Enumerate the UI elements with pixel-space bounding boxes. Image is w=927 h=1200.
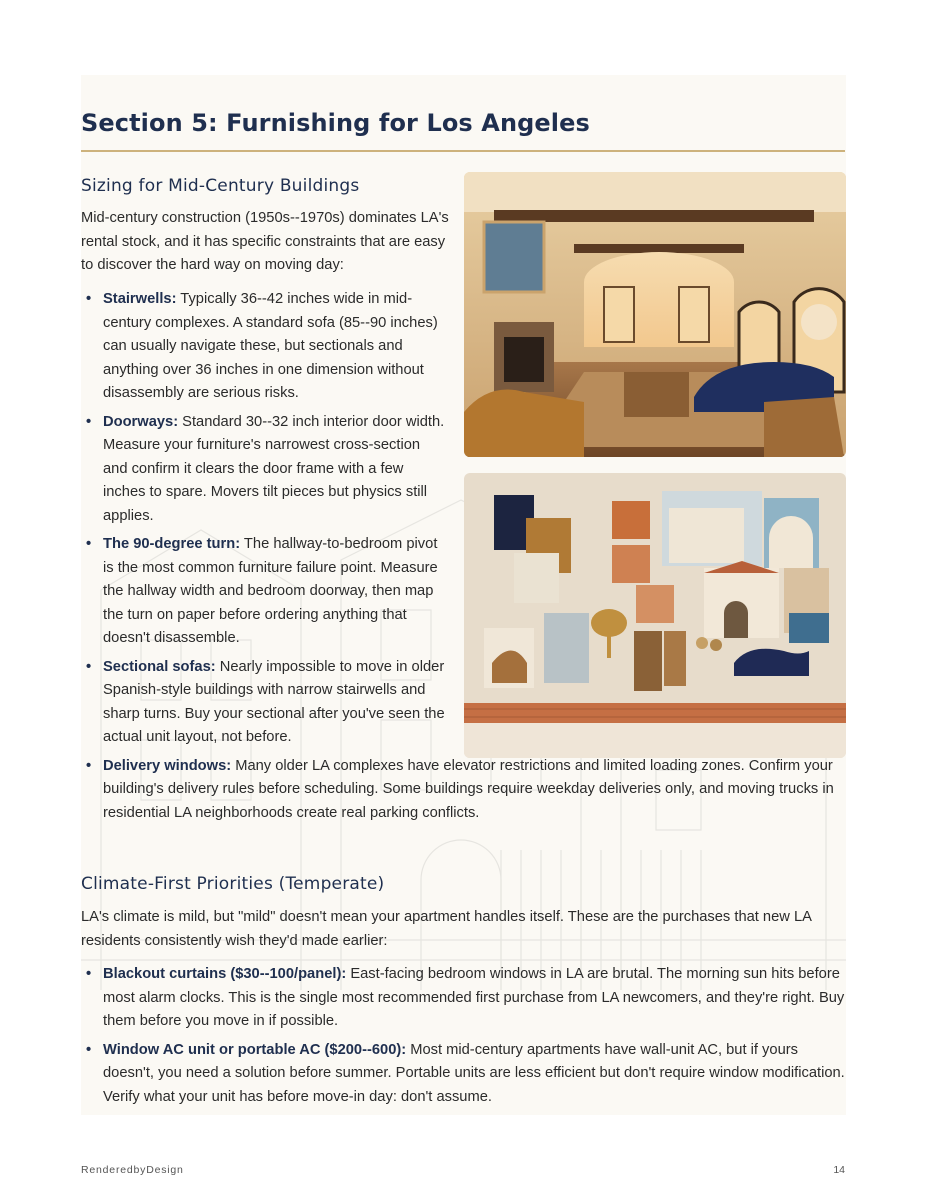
list-item-text: Many older LA complexes have elevator restrictions and limited loading zones. Confirm your building's delivery rules before scheduling. Some buildings require weekday deliveries only, and moving trucks in residential LA neighborhoods create real parking conflicts. [103, 757, 834, 821]
section-title: Section 5: Furnishing for Los Angeles [81, 109, 590, 137]
moodboard-photo [464, 473, 846, 758]
list-item-term: Window AC unit or portable AC ($200--600): [103, 1041, 407, 1058]
list-item-text: East-facing bedroom windows in LA are brutal. The morning sun hits before most alarm clocks. This is the single most recommended first purchase from LA newcomers, and they're right. Buy them before you move in if possible. [103, 966, 845, 1029]
climate-list [81, 963, 846, 1114]
list-item-text: Standard 30--32 inch interior door width. Measure your furniture's narrowest cross-section and confirm it clears the door frame with a few inches to spare. Movers tilt pieces but physics still applies. [103, 413, 445, 524]
list-item-stairwells [81, 288, 448, 406]
living-room-photo [464, 172, 846, 457]
footer-brand: RenderedbyDesign [81, 1164, 184, 1176]
list-item-term: Blackout curtains ($30--100/panel): [103, 966, 347, 982]
climate-intro: LA's climate is mild, but "mild" doesn't mean your apartment handles itself. These are the purchases that new LA residents consistently wish they'd made earlier: [81, 909, 812, 949]
list-item-text: Most mid-century apartments have wall-unit AC, but if yours doesn't, you need a solution before summer. Portable units are less efficient but don't require window modification. Verify what your unit has before move-in day: don't assume. [103, 1041, 845, 1105]
list-item-90-degree-turn [81, 533, 448, 651]
sizing-intro: Mid-century construction (1950s--1970s) dominates LA's rental stock, and it has specific constraints that are easy to discover the hard way on moving day: [81, 210, 449, 273]
list-item-doorways [81, 411, 448, 529]
list-item-term: Stairwells: [103, 291, 177, 307]
list-item-text: Nearly impossible to move in older Spanish-style buildings with narrow stairwells and sharp turns. Buy your sectional after you've seen the actual unit layout, not before. [103, 658, 445, 745]
climate-heading: Climate-First Priorities (Temperate) [81, 874, 385, 894]
title-divider [81, 150, 845, 152]
list-item-term: Delivery windows: [103, 757, 232, 774]
list-item-term: The 90-degree turn: [103, 536, 241, 552]
list-item-delivery-windows [81, 755, 846, 826]
list-item-term: Doorways: [103, 413, 179, 430]
list-item-term: Sectional sofas: [103, 658, 216, 675]
list-item-window-ac [81, 1039, 846, 1110]
list-item-text: The hallway-to-bedroom pivot is the most common furniture failure point. Measure the hallway width and bedroom doorway, then map the turn on paper before ordering anything that doesn't disassemble. [103, 536, 438, 646]
list-item-blackout-curtains [81, 963, 846, 1034]
list-item-text: Typically 36--42 inches wide in mid-century complexes. A standard sofa (85--90 inches) can usually navigate these, but sectionals and anything over 36 inches in one dimension without disassembly are serious risks. [103, 291, 438, 401]
list-item-sectional-sofas [81, 656, 448, 750]
sizing-heading: Sizing for Mid-Century Buildings [81, 176, 360, 196]
page-number: 14 [833, 1164, 845, 1176]
